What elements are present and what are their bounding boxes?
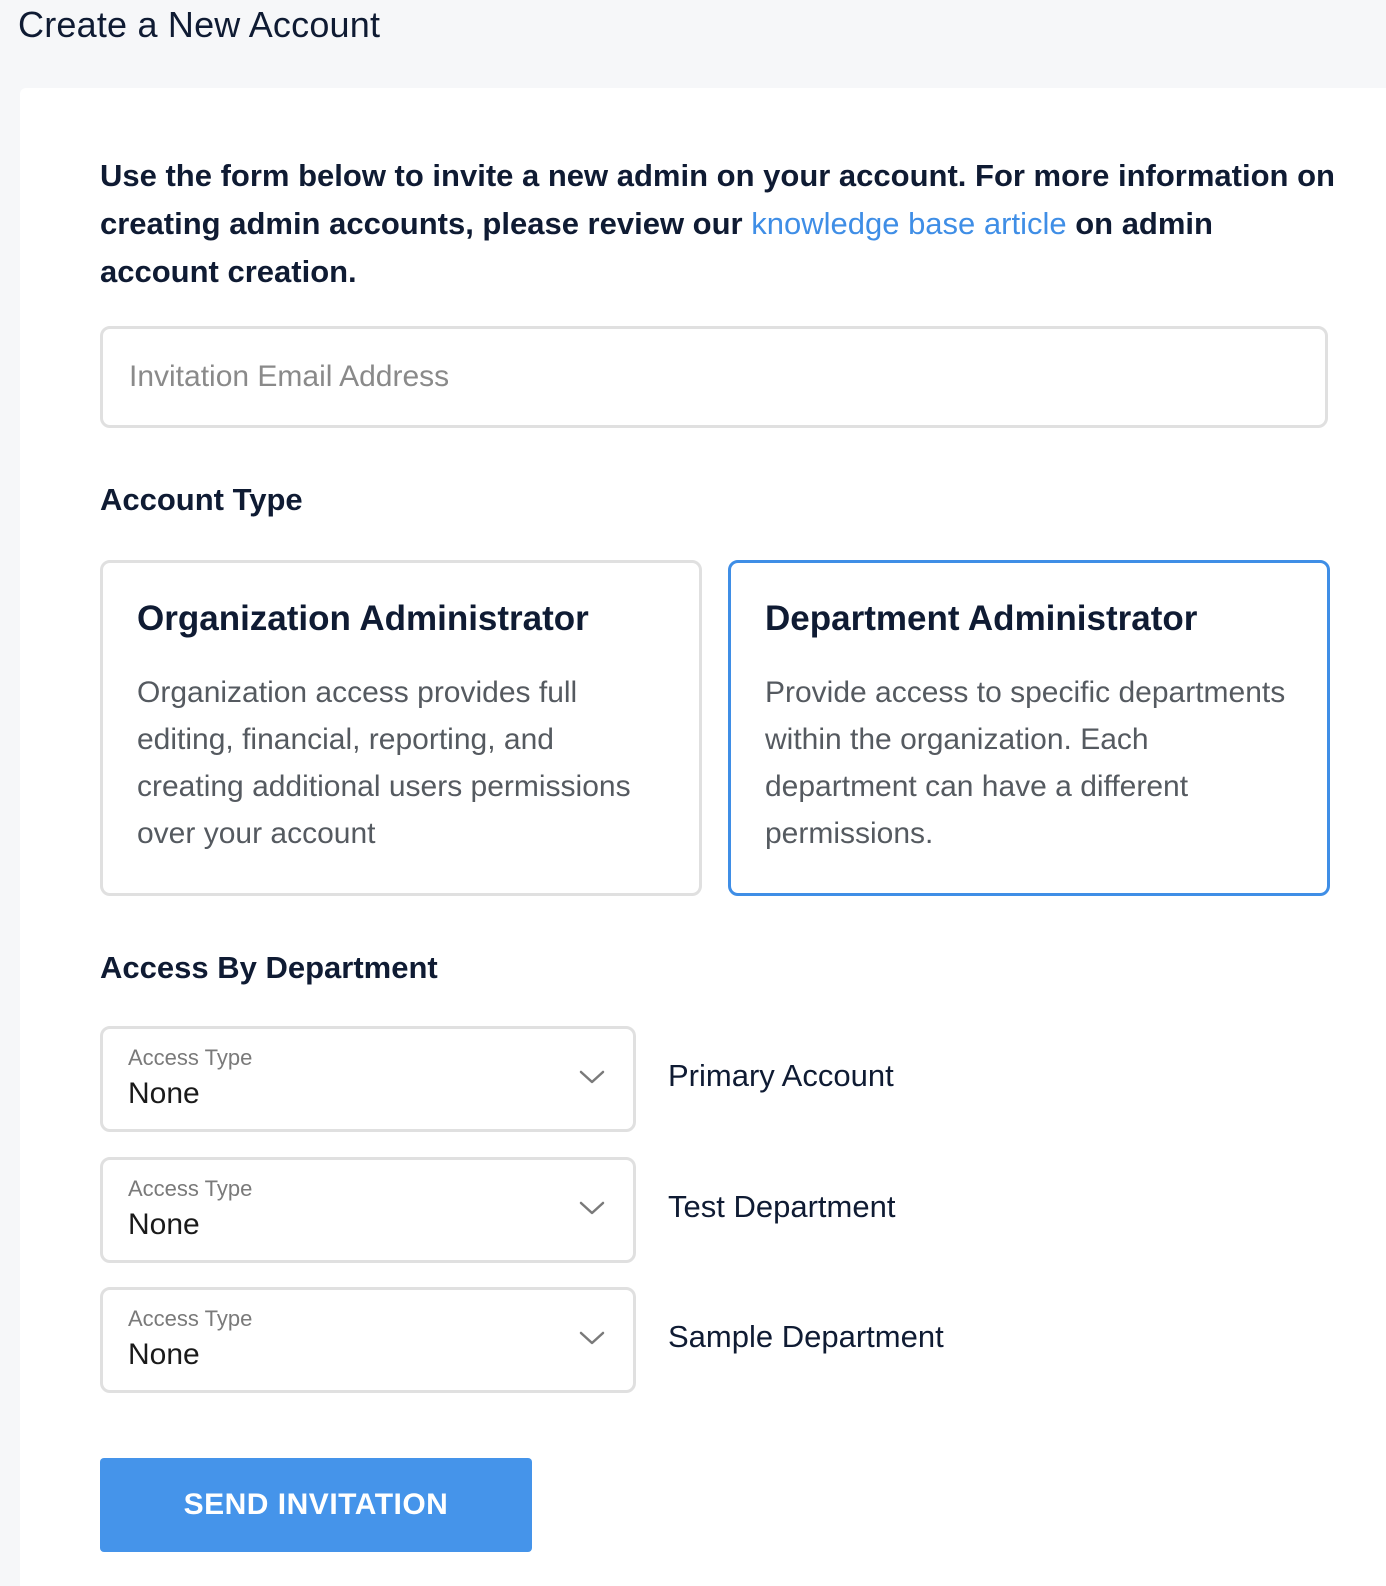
access-type-label: Access Type <box>128 1176 253 1201</box>
intro-text-start: Use the form below to invite a new admin on your account. For more information on creating admin accounts, please review our <box>100 158 1335 241</box>
access-type-select[interactable] <box>100 1026 636 1132</box>
chevron-down-icon <box>579 1330 605 1346</box>
send-invitation-button[interactable]: SEND INVITATION <box>100 1458 532 1552</box>
account-type-label: Account Type <box>100 482 303 517</box>
form-card <box>20 88 1386 1586</box>
access-type-label: Access Type <box>128 1045 253 1070</box>
organization-administrator-title: Organization Administrator <box>137 599 589 638</box>
department-administrator-description: Provide access to specific departments within the organization. Each department can have a different permissions. <box>765 676 1286 850</box>
access-by-department-label: Access By Department <box>100 950 438 985</box>
department-row-test-department <box>100 1157 1340 1263</box>
department-row-primary-account <box>100 1026 1340 1132</box>
department-name: Primary Account <box>668 1058 894 1093</box>
knowledge-base-link[interactable]: knowledge base article <box>751 206 1067 241</box>
chevron-down-icon <box>579 1200 605 1216</box>
organization-administrator-description: Organization access provides full editing, financial, reporting, and creating additional users permissions over your account <box>137 676 631 850</box>
department-name: Test Department <box>668 1189 896 1224</box>
access-type-value: None <box>128 1077 200 1110</box>
access-type-select[interactable] <box>100 1157 636 1263</box>
page-title: Create a New Account <box>18 4 381 45</box>
intro-text-end: on admin account creation. <box>100 206 1213 289</box>
access-type-value: None <box>128 1208 200 1241</box>
department-administrator-title: Department Administrator <box>765 599 1198 638</box>
access-type-label: Access Type <box>128 1306 253 1331</box>
department-row-sample-department <box>100 1287 1340 1393</box>
access-type-value: None <box>128 1338 200 1371</box>
department-administrator-option[interactable] <box>728 560 1330 896</box>
department-name: Sample Department <box>668 1319 944 1354</box>
organization-administrator-option[interactable] <box>100 560 702 896</box>
chevron-down-icon <box>579 1069 605 1085</box>
intro-text <box>100 152 1340 296</box>
invitation-email-input[interactable] <box>100 326 1328 428</box>
access-type-select[interactable] <box>100 1287 636 1393</box>
